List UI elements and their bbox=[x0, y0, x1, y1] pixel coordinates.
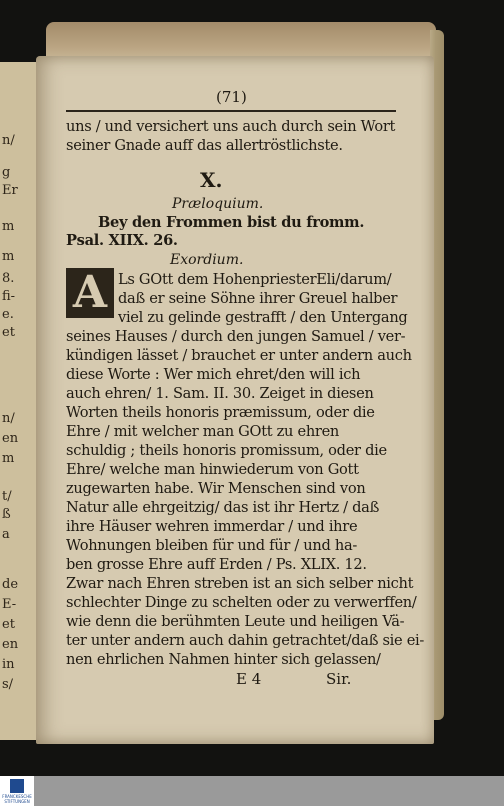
left-page-text: et bbox=[2, 325, 15, 340]
left-page-text: t/ bbox=[2, 489, 12, 504]
text-line: seines Hauses / durch den jungen Samuel / ver- bbox=[66, 328, 406, 345]
text-line: schuldig ; theils honoris promissum, oder die bbox=[66, 442, 387, 459]
text-line: schlechter Dinge zu schelten oder zu verwerffen/ bbox=[66, 594, 417, 611]
text-line: uns / und versichert uns auch durch sein Wort bbox=[66, 118, 396, 135]
logo-emblem-icon bbox=[10, 779, 24, 793]
text-line: wie denn die berühmten Leute und heiligen Vä- bbox=[66, 613, 405, 630]
left-page-text: de bbox=[2, 577, 19, 592]
drop-cap: A bbox=[66, 268, 114, 318]
text-line: ben grosse Ehre auff Erden / Ps. XLIX. 12. bbox=[66, 556, 367, 573]
left-page-text: a bbox=[2, 527, 10, 542]
left-page-text: n/ bbox=[2, 133, 15, 148]
left-page-text: m bbox=[2, 249, 15, 264]
logo-text: FRANCKESCHE STIFTUNGEN bbox=[2, 794, 32, 804]
text-line: Worten theils honoris præmissum, oder die bbox=[66, 404, 375, 421]
text-line: Ehre/ welche man hinwiederum von Gott bbox=[66, 461, 359, 478]
left-page-text: et bbox=[2, 617, 15, 632]
text-line: ihre Häuser wehren immerdar / und ihre bbox=[66, 518, 358, 535]
library-logo bbox=[0, 776, 34, 806]
text-line: Ls GOtt dem HohenpriesterEli/darum/ bbox=[118, 271, 392, 288]
text-line: zugewarten habe. Wir Menschen sind von bbox=[66, 480, 366, 497]
text-line: viel zu gelinde gestrafft / den Untergang bbox=[118, 309, 408, 326]
left-page-text: in bbox=[2, 657, 15, 672]
text-line: Zwar nach Ehren streben ist an sich selber nicht bbox=[66, 575, 414, 592]
text-line: kündigen lässet / brauchet er unter andern auch bbox=[66, 347, 412, 364]
text-line: auch ehren/ 1. Sam. II. 30. Zeiget in diesen bbox=[66, 385, 374, 402]
left-page-text: e. bbox=[2, 307, 14, 322]
left-page-text: en bbox=[2, 637, 19, 652]
left-page-text: m bbox=[2, 451, 15, 466]
text-line: diese Worte : Wer mich ehret/den will ich bbox=[66, 366, 361, 383]
text-line: nen ehrlichen Nahmen hinter sich gelassen/ bbox=[66, 651, 381, 668]
book-page bbox=[36, 56, 434, 744]
left-page-text: Er bbox=[2, 183, 18, 198]
text-line: seiner Gnade auff das allertröstlichste. bbox=[66, 137, 343, 154]
section-heading: Præloquium. bbox=[172, 196, 264, 212]
left-page-text: fi- bbox=[2, 289, 16, 304]
left-page-text: E- bbox=[2, 597, 17, 612]
text-line: daß er seine Söhne ihrer Greuel halber bbox=[118, 290, 398, 307]
text-line: Bey den Frommen bist du fromm. bbox=[98, 214, 365, 231]
left-page-text: ß bbox=[2, 507, 11, 522]
text-line: ter unter andern auch dahin getrachtet/daß sie ei- bbox=[66, 632, 425, 649]
viewer-footer-bar bbox=[0, 776, 504, 806]
page-number: (71) bbox=[216, 88, 247, 106]
left-page-text: n/ bbox=[2, 411, 15, 426]
signature-mark: E 4 bbox=[236, 670, 262, 688]
left-page-text: s/ bbox=[2, 677, 14, 692]
text-line: Ehre / mit welcher man GOtt zu ehren bbox=[66, 423, 340, 440]
text-line: Psal. XIIX. 26. bbox=[66, 232, 178, 249]
text-line: Natur alle ehrgeitzig/ das ist ihr Hertz / daß bbox=[66, 499, 380, 516]
left-page-text: en bbox=[2, 431, 19, 446]
section-heading: Exordium. bbox=[170, 252, 244, 268]
left-page-text: m bbox=[2, 219, 15, 234]
left-page-text: 8. bbox=[2, 271, 15, 286]
header-rule bbox=[66, 110, 396, 112]
catchword: Sir. bbox=[326, 670, 352, 688]
text-line: Wohnungen bleiben für und für / und ha- bbox=[66, 537, 358, 554]
section-number: X. bbox=[200, 168, 223, 192]
left-page-text: g bbox=[2, 165, 11, 180]
